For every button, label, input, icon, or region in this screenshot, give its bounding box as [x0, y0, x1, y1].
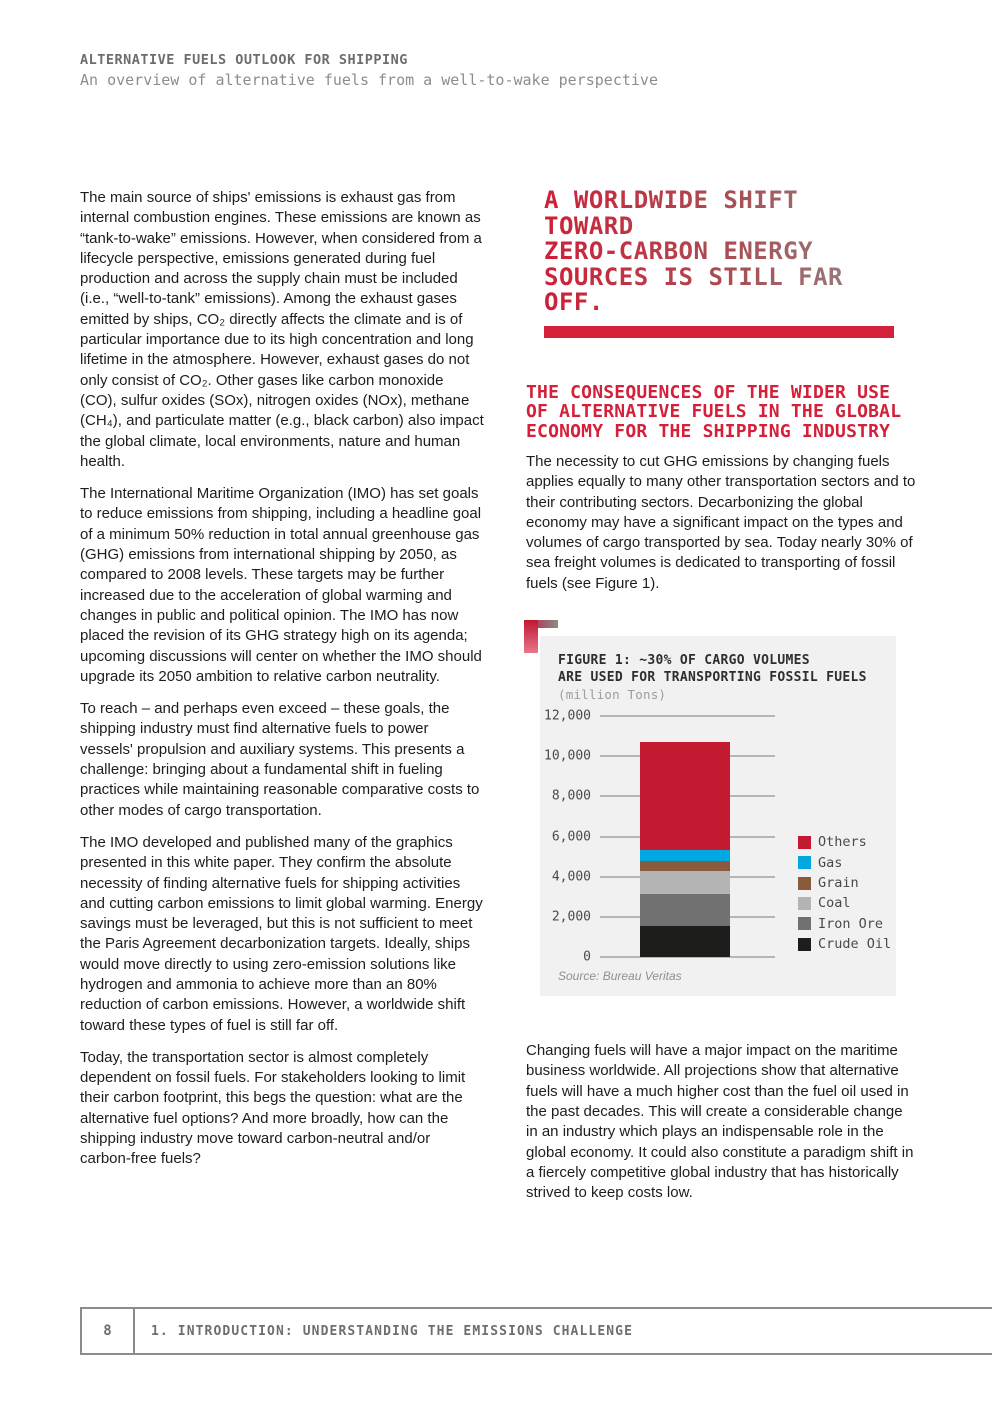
corner-accent-vertical [524, 620, 538, 653]
headline-line: ZERO-CARBON ENERGY [544, 237, 814, 265]
y-axis-tick-label: 4,000 [551, 869, 591, 885]
figure-title-line: FIGURE 1: ~30% OF CARGO VOLUMES [558, 653, 810, 669]
figure-source: Source: Bureau Veritas [558, 969, 682, 984]
y-axis-tick-label: 12,000 [544, 708, 591, 724]
red-accent-bar [544, 326, 894, 338]
body-paragraph: Changing fuels will have a major impact on the maritime business worldwide. All projections show that alternative fuels will have a much higher cost than the fuel oil used in the past decades. This will create a considerable change in an industry which plays an indispensable role in the global economy. It could also constitute a paradigm shift in a fiercely competitive global industry that has historically strived to keep costs low. [526, 1042, 914, 1202]
legend-item-others [798, 832, 891, 852]
figure-1 [540, 636, 896, 996]
legend-item-crude-oil [798, 934, 891, 954]
legend-label: Iron Ore [818, 915, 884, 932]
section-heading-line: ECONOMY FOR THE SHIPPING INDUSTRY [526, 420, 891, 442]
body-paragraph: To reach – and perhaps even exceed – these goals, the shipping industry must find alternative fuels to power vessels' propulsion and auxiliary systems. This presents a challenge: bringing about a fundamental shift in fueling practices while maintaining reasonable comparative costs to other modes of cargo transportation. [80, 700, 480, 819]
section-heading-line: OF ALTERNATIVE FUELS IN THE GLOBAL [526, 401, 902, 422]
y-axis-tick-label: 2,000 [551, 909, 591, 925]
legend-item-coal [798, 893, 891, 913]
bar-segment-gas [640, 850, 730, 861]
body-paragraph: The necessity to cut GHG emissions by changing fuels applies equally to many other transportation sectors and to their contributing sectors. Decarbonizing the global economy may have a significant impact on the types and volumes of cargo transported by sea. Today nearly 30% of sea freight volumes is dedicated to transporting of fossil fuels (see Figure 1). [526, 453, 916, 592]
headline-line: A WORLDWIDE SHIFT TOWARD [544, 186, 799, 240]
legend-item-gas [798, 852, 891, 872]
y-axis-tick-label: 6,000 [551, 829, 591, 845]
figure-title-line: ARE USED FOR TRANSPORTING FOSSIL FUELS [558, 670, 867, 686]
chart-legend [798, 832, 891, 954]
section-heading [526, 383, 918, 442]
legend-item-grain [798, 873, 891, 893]
right-column [526, 188, 918, 1215]
document-subtitle: An overview of alternative fuels from a well-to-wake perspective [80, 71, 658, 89]
page-footer [80, 1307, 992, 1355]
legend-label: Others [818, 834, 867, 851]
legend-swatch-icon [798, 938, 811, 951]
bar-segment-coal [640, 871, 730, 894]
left-text-column [80, 188, 484, 1182]
document-title: ALTERNATIVE FUELS OUTLOOK FOR SHIPPING [80, 52, 408, 68]
y-axis-tick-label: 8,000 [551, 788, 591, 804]
legend-label: Gas [818, 854, 843, 871]
y-axis-tick-label: 10,000 [544, 748, 591, 764]
bar-segment-crude-oil [640, 926, 730, 957]
bar-segment-others [640, 742, 730, 849]
legend-swatch-icon [798, 836, 811, 849]
pull-quote-headline [544, 188, 896, 316]
document-header [80, 52, 658, 89]
legend-swatch-icon [798, 897, 811, 910]
legend-swatch-icon [798, 877, 811, 890]
body-paragraph: The International Maritime Organization (IMO) has set goals to reduce emissions from shipping, including a headline goal of a minimum 50% reduction in total annual greenhouse gas (GHG) emissions from international shipping by 2050, as compared to 2008 levels. These targets may be further increased due to the acceleration of global warming and changes in public and political opinion. The IMO has now placed the revision of its GHG strategy high on its agenda; upcoming discussions will center on whether the IMO should upgrade its 2050 ambition to relative carbon neutrality. [80, 485, 482, 685]
legend-label: Coal [818, 895, 851, 912]
page-number: 8 [80, 1309, 135, 1353]
figure-unit-label: (million Tons) [558, 687, 667, 703]
headline-line: SOURCES IS STILL FAR OFF. [544, 262, 843, 316]
body-paragraph: The IMO developed and published many of the graphics presented in this white paper. They confirm the absolute necessity of finding alternative fuels for shipping activities and cutting carbon emissions to limit global warming. Energy savings must be leveraged, but this is not sufficient to meet the Paris Agreement decarbonization targets. Ideally, ships would move directly to using zero-emission solutions like hydrogen and ammonia to achieve more than an 80% reduction of carbon emissions. However, a worldwide shift toward these types of fuel is still far off. [80, 833, 483, 1034]
y-axis-tick-label: 0 [583, 949, 591, 965]
legend-label: Grain [818, 875, 859, 892]
body-paragraph: The main source of ships' emissions is exhaust gas from internal combustion engines. These emissions are known as “tank-to-wake” emissions. However, when considered from a lifecycle perspective, emissions generated during fuel production and across the supply chain must be included (i.e., “well-to-tank” emissions). Among the exhaust gases emitted by ships, CO₂ directly affects the climate and is of particular importance due to its high concentration and long lifetime in the atmosphere. However, exhaust gases do not only consist of CO₂. Other gases like carbon monoxide (CO), sulfur oxides (SOx), nitrogen oxides (NOx), methane (CH₄), and particulate matter (e.g., black carbon) also impact the global climate, local environments, nature and human health. [80, 189, 484, 470]
figure-title [558, 652, 867, 703]
legend-swatch-icon [798, 856, 811, 869]
footer-section-title: 1. INTRODUCTION: UNDERSTANDING THE EMISSIONS CHALLENGE [151, 1323, 634, 1339]
bar-segment-iron-ore [640, 894, 730, 926]
legend-item-iron-ore [798, 914, 891, 934]
chart-plot [544, 708, 775, 965]
bar-segment-grain [640, 861, 730, 871]
figure-panel [540, 636, 896, 996]
gridline [544, 708, 775, 724]
legend-label: Crude Oil [818, 936, 892, 953]
section-heading-line: THE CONSEQUENCES OF THE WIDER USE [526, 381, 891, 403]
legend-swatch-icon [798, 917, 811, 930]
body-paragraph: Today, the transportation sector is almost completely dependent on fossil fuels. For stakeholders looking to limit their carbon footprint, this begs the question: what are the alternative fuel options? And more broadly, how can the shipping industry move toward carbon-neutral and/or carbon-free fuels? [80, 1048, 466, 1168]
stacked-bar [640, 742, 730, 957]
